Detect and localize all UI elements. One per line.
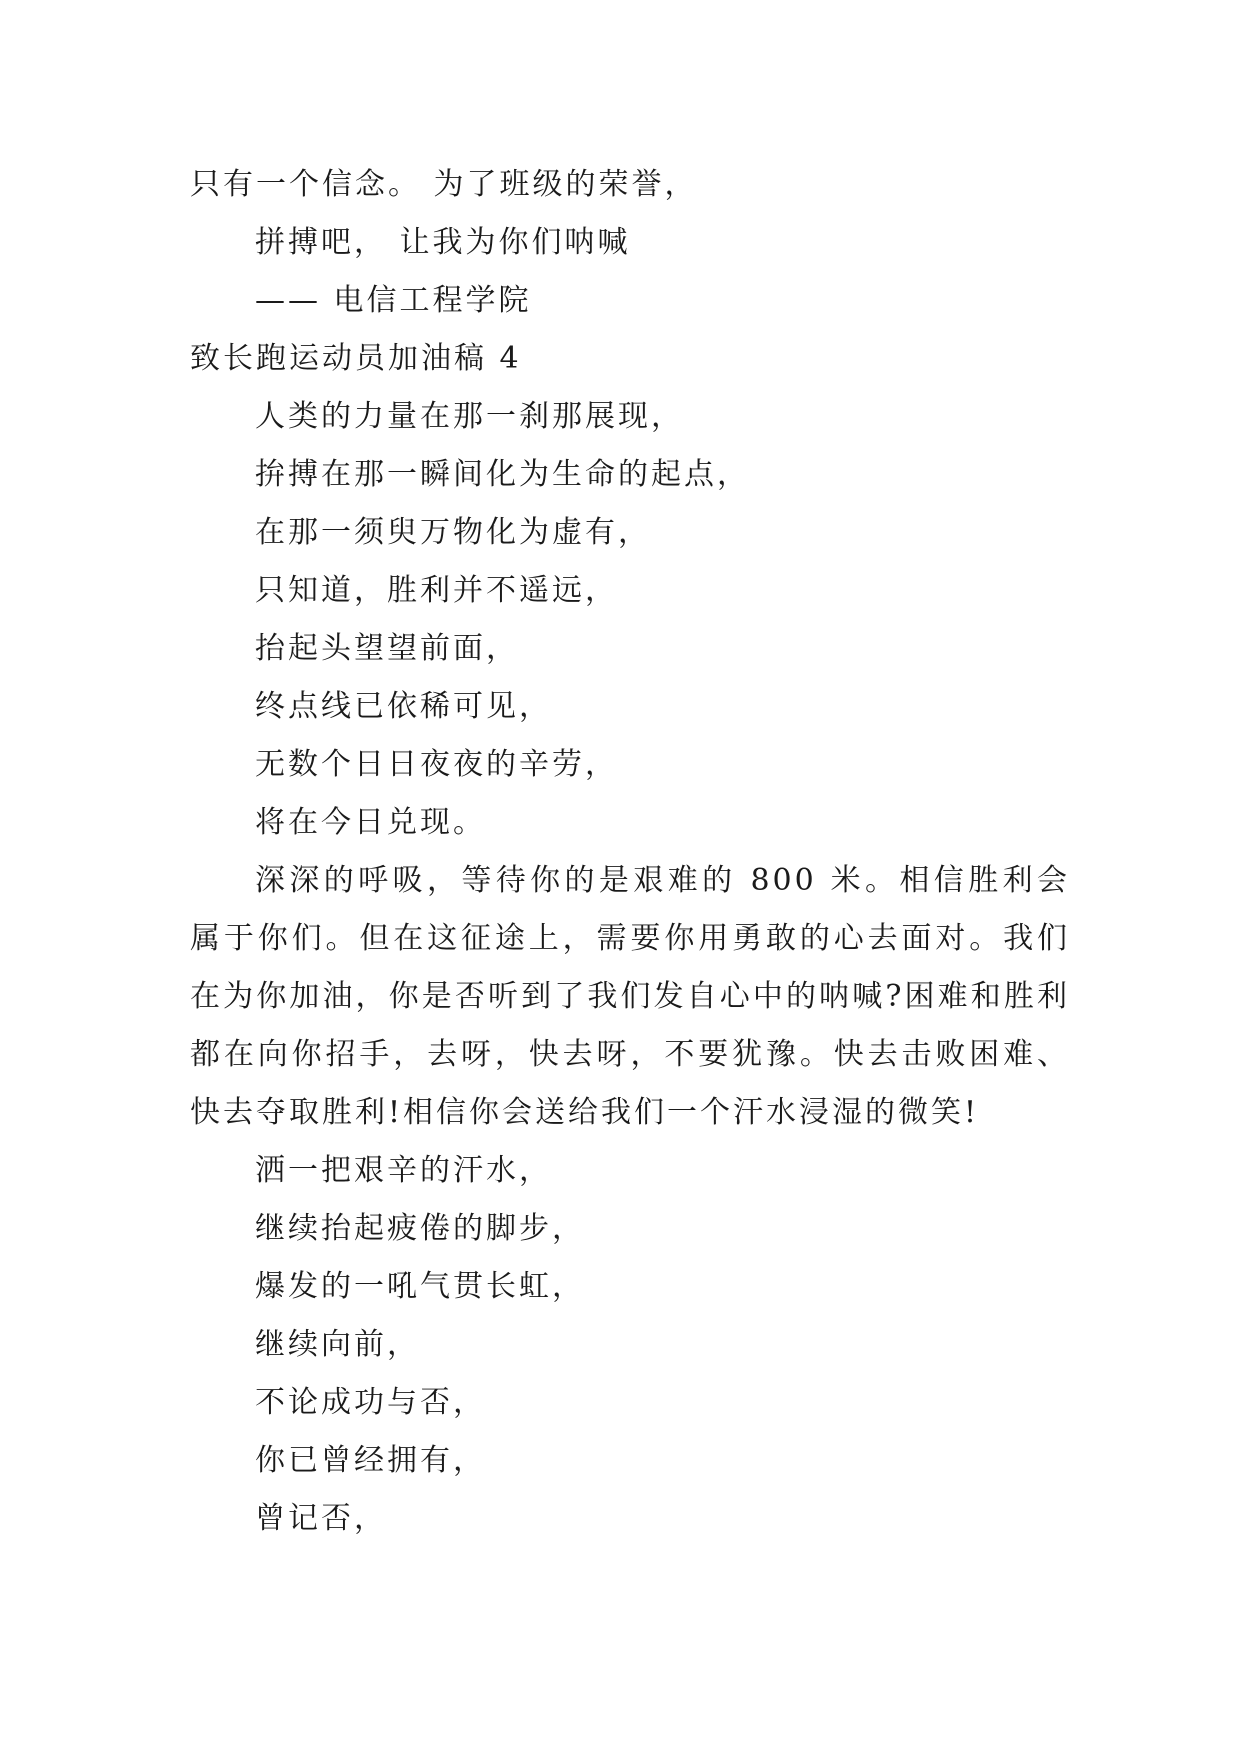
poem-line: 洒一把艰辛的汗水，: [255, 1153, 552, 1188]
signature-line: —— 电信工程学院: [255, 283, 532, 318]
poem-line: 曾记否，: [255, 1501, 387, 1536]
poem-line: 只知道，胜利并不遥远，: [255, 573, 618, 608]
text-line: 只有一个信念。 为了班级的荣誉，: [190, 167, 698, 202]
document-body: [190, 156, 1070, 1548]
poem-line: 不论成功与否，: [255, 1385, 486, 1420]
poem-line: 你已曾经拥有，: [255, 1443, 486, 1478]
poem-line: 爆发的一吼气贯长虹，: [255, 1269, 585, 1304]
poem-line: 抬起头望望前面，: [255, 631, 519, 666]
text-line: 拼搏吧， 让我为你们呐喊: [255, 225, 631, 260]
poem-line: 在那一须臾万物化为虚有，: [255, 515, 651, 550]
poem-line: 拚搏在那一瞬间化为生命的起点，: [255, 457, 750, 492]
poem-line: 无数个日日夜夜的辛劳，: [255, 747, 618, 782]
poem-line: 终点线已依稀可见，: [255, 689, 552, 724]
section-heading: 致长跑运动员加油稿 4: [190, 341, 522, 376]
poem-line: 继续向前，: [255, 1327, 420, 1362]
poem-line: 将在今日兑现。: [255, 805, 486, 840]
poem-line: 继续抬起疲倦的脚步，: [255, 1211, 585, 1246]
body-paragraph: 深深的呼吸，等待你的是艰难的 800 米。相信胜利会属于你们。但在这征途上，需要你用勇敢的心去面对。我们在为你加油，你是否听到了我们发自心中的呐喊?困难和胜利都在向你招手，去呀，快去呀，不要犹豫。快去击败困难、快去夺取胜利!相信你会送给我们一个汗水浸湿的微笑!: [190, 863, 1070, 1130]
poem-line: 人类的力量在那一刹那展现，: [255, 399, 684, 434]
